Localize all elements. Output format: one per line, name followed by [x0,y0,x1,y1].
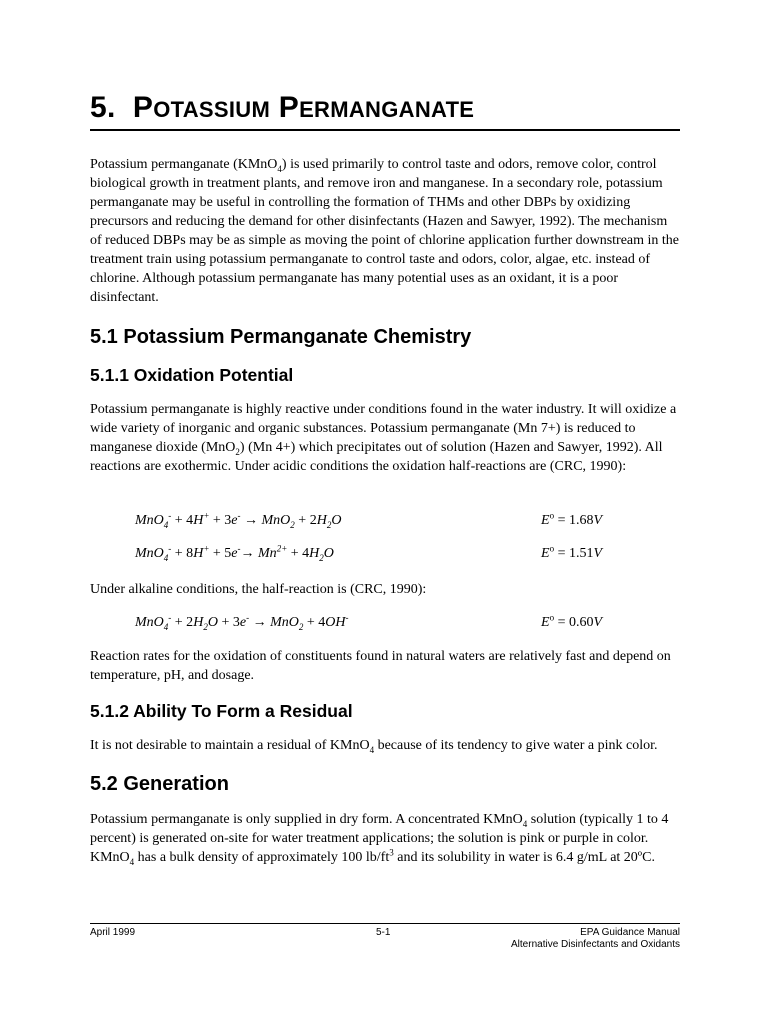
title-rest-2: ERMANGANATE [299,97,475,122]
equation-1: $MnO_4^- + 4H^+ + 3e^- \to MnO_2 + 2H_2O$ [135,510,342,530]
generation-paragraph [90,810,682,867]
residual-paragraph [90,736,682,755]
footer-page-number: 5-1 [376,927,391,938]
footer-manual-subtitle: Alternative Disinfectants and Oxidants [511,939,680,950]
residual-text-1: It is not desirable to maintain a residual of KMnO [90,738,370,753]
generation-sub-2: 4 [129,856,135,867]
intro-text-2: ) is used primarily to control taste and odors, remove color, control biological growth in treatment plants, and remove iron and manganese. In a secondary role, potassium permanganate may be useful in controlling the formation of THMs and other DBPs by oxidizing precursors and reducing the demand for other disinfectants (Hazen and Sawyer, 1992). The mechanism of reduced DBPs may be as simple as moving the point of chlorine application further downstream in the treatment train using potassium permanganate to control taste and odors, color, algae, etc. instead of chlorine. Although potassium permanganate has many potential uses as an oxidant, it is a poor disinfectant. [90,157,680,305]
generation-text-3: has a bulk density of approximately 100 lb/ft [134,850,390,865]
residual-sub-1: 4 [369,744,375,755]
chapter-title [90,90,474,128]
intro-sub-1: 4 [277,163,282,174]
title-initial-1: P [132,91,154,124]
residual-text-2: because of its tendency to give water a pink color. [374,738,658,753]
oxidation-sub-1: 2 [235,446,240,457]
intro-paragraph [90,155,682,307]
generation-sup-3: 3 [389,847,394,858]
section-5-1-1-heading: 5.1.1 Oxidation Potential [90,365,294,385]
generation-sub-1: 4 [522,818,528,829]
equation-1-potential: $E^o = 1.68V$ [541,510,603,528]
oxidation-text-2: ) (Mn 4+) which precipitates out of solution (Hazen and Sawyer, 1992). All reactions are exothermic. Under acidic conditions the oxidation half-reactions are (CRC, 1990): [90,440,663,474]
section-5-1-2-heading: 5.1.2 Ability To Form a Residual [90,701,353,721]
generation-text-4: and its solubility in water is 6.4 g/mL at 20ºC. [393,850,655,865]
section-5-2-heading: 5.2 Generation [90,773,229,795]
generation-text-1: Potassium permanganate is only supplied in dry form. A concentrated KMnO [90,812,523,827]
chapter-title-rule [90,129,680,131]
oxidation-paragraph [90,400,682,476]
equation-3: $MnO_4^- + 2H_2O + 3e^- \to MnO_2 + 4OH^-$ [135,612,349,632]
chapter-number: 5. [90,91,116,124]
footer-rule [90,923,680,924]
reaction-rates-paragraph: Reaction rates for the oxidation of constituents found in natural waters are relatively fast and depend on temperature, pH, and dosage. [90,649,671,683]
equation-2: $MnO_4^- + 8H^+ + 5e^-\to Mn^{2+} + 4H_2O$ [135,543,334,563]
title-rest-1: OTASSIUM [153,97,271,122]
title-initial-2: P [278,91,300,124]
footer-date: April 1999 [90,927,136,938]
section-5-1-heading: 5.1 Potassium Permanganate Chemistry [90,326,472,348]
generation-text-2: solution (typically 1 to 4 percent) is generated on-site for water treatment applications; the solution is pink or purple in color. KMnO [90,812,669,865]
intro-text-1: Potassium permanganate (KMnO [90,157,278,172]
alkaline-paragraph: Under alkaline conditions, the half-reaction is (CRC, 1990): [90,582,427,597]
oxidation-text-1: Potassium permanganate is highly reactive under conditions found in the water industry. It will oxidize a wide variety of inorganic and organic substances. Potassium permanganate (Mn 7+) is reduced to manganese dioxide (MnO [90,402,677,455]
equation-3-potential: $E^o = 0.60V$ [541,612,603,630]
footer-manual-title: EPA Guidance Manual [580,927,680,938]
equation-2-potential: $E^o = 1.51V$ [541,543,603,561]
